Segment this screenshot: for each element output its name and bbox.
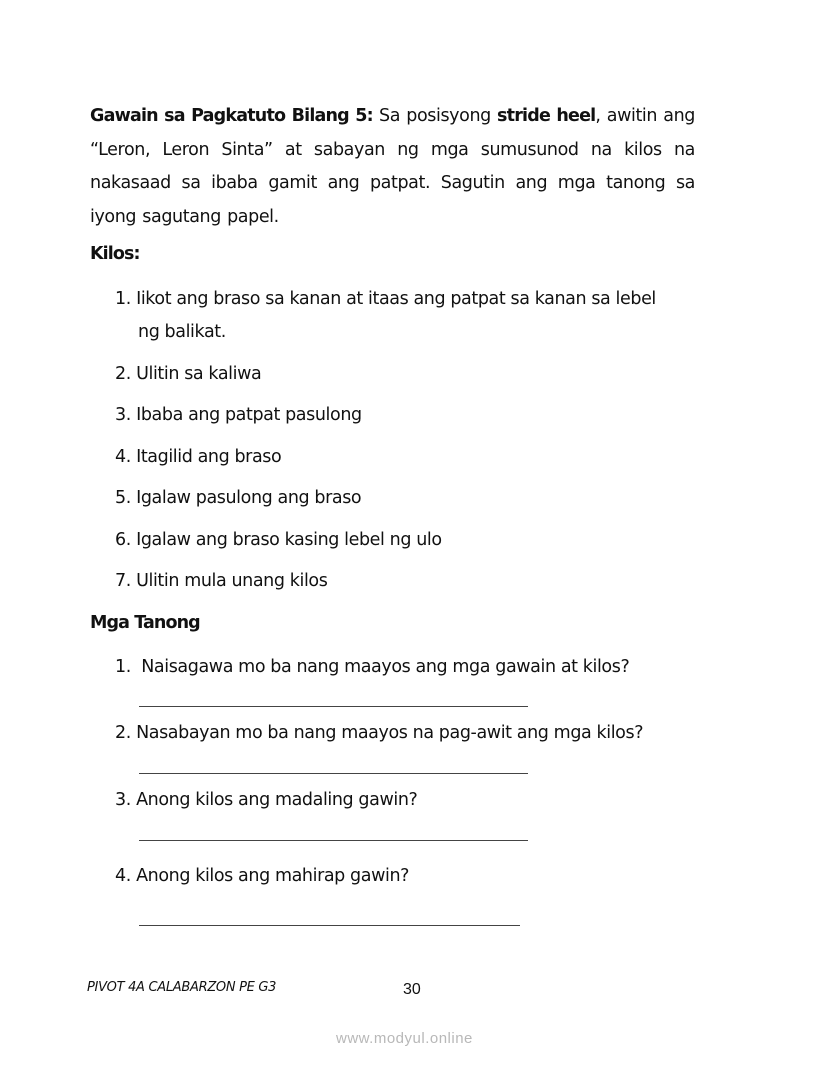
question-text: Naisagawa mo ba nang maayos ang mga gawain at kilos?: [141, 657, 630, 677]
answer-line[interactable]: [139, 925, 520, 926]
question-text: Anong kilos ang madaling gawin?: [136, 790, 418, 810]
question-number: 3.: [115, 790, 131, 810]
step-text: Ulitin sa kaliwa: [136, 364, 262, 384]
instruction-text-2: , awitin ang “Leron, Leron Sinta” at sabayan ng mga sumusunod na kilos na nakasaad sa ibaba gamit ang patpat. Sagutin ang mga tanong sa iyong sagutang papel.: [90, 106, 695, 227]
kilos-heading: Kilos:: [90, 244, 140, 264]
step-text: Ulitin mula unang kilos: [136, 571, 328, 591]
kilos-step: [115, 358, 261, 391]
kilos-step: [115, 482, 361, 515]
kilos-step: [115, 283, 656, 349]
question-text: Anong kilos ang mahirap gawin?: [136, 866, 410, 886]
step-number: 1.: [115, 289, 131, 309]
kilos-step: [115, 399, 362, 432]
question-text: Nasabayan mo ba nang maayos na pag-awit ang mga kilos?: [136, 723, 644, 743]
step-text: Iikot ang braso sa kanan at itaas ang patpat sa kanan sa lebel: [136, 289, 656, 309]
activity-title: Gawain sa Pagkatuto Bilang 5:: [90, 106, 373, 126]
step-number: 2.: [115, 364, 131, 384]
kilos-step: [115, 441, 281, 474]
step-text: Itagilid ang braso: [136, 447, 282, 467]
step-number: 5.: [115, 488, 131, 508]
watermark: www.modyul.online: [336, 1030, 473, 1047]
question-number: 2.: [115, 723, 131, 743]
question-number: 1.: [115, 657, 131, 677]
page-number: 30: [403, 981, 421, 998]
bold-term: stride heel: [497, 106, 596, 126]
step-text-continued: ng balikat.: [138, 322, 226, 342]
question: [115, 657, 629, 677]
kilos-step: [115, 565, 327, 598]
question: [115, 866, 409, 886]
answer-line[interactable]: [139, 773, 528, 774]
kilos-step: [115, 524, 442, 557]
activity-instructions: [90, 100, 695, 234]
instruction-text-1: Sa posisyong: [372, 106, 498, 126]
answer-line[interactable]: [139, 840, 528, 841]
step-number: 6.: [115, 530, 131, 550]
step-number: 4.: [115, 447, 131, 467]
step-number: 7.: [115, 571, 131, 591]
tanong-heading: Mga Tanong: [90, 613, 200, 633]
footer-module-label: PIVOT 4A CALABARZON PE G3: [87, 980, 277, 995]
step-number: 3.: [115, 405, 131, 425]
step-text: Igalaw pasulong ang braso: [136, 488, 362, 508]
step-text: Ibaba ang patpat pasulong: [136, 405, 362, 425]
step-text: Igalaw ang braso kasing lebel ng ulo: [136, 530, 442, 550]
answer-line[interactable]: [139, 706, 528, 707]
question: [115, 723, 643, 743]
question: [115, 790, 417, 810]
question-number: 4.: [115, 866, 131, 886]
